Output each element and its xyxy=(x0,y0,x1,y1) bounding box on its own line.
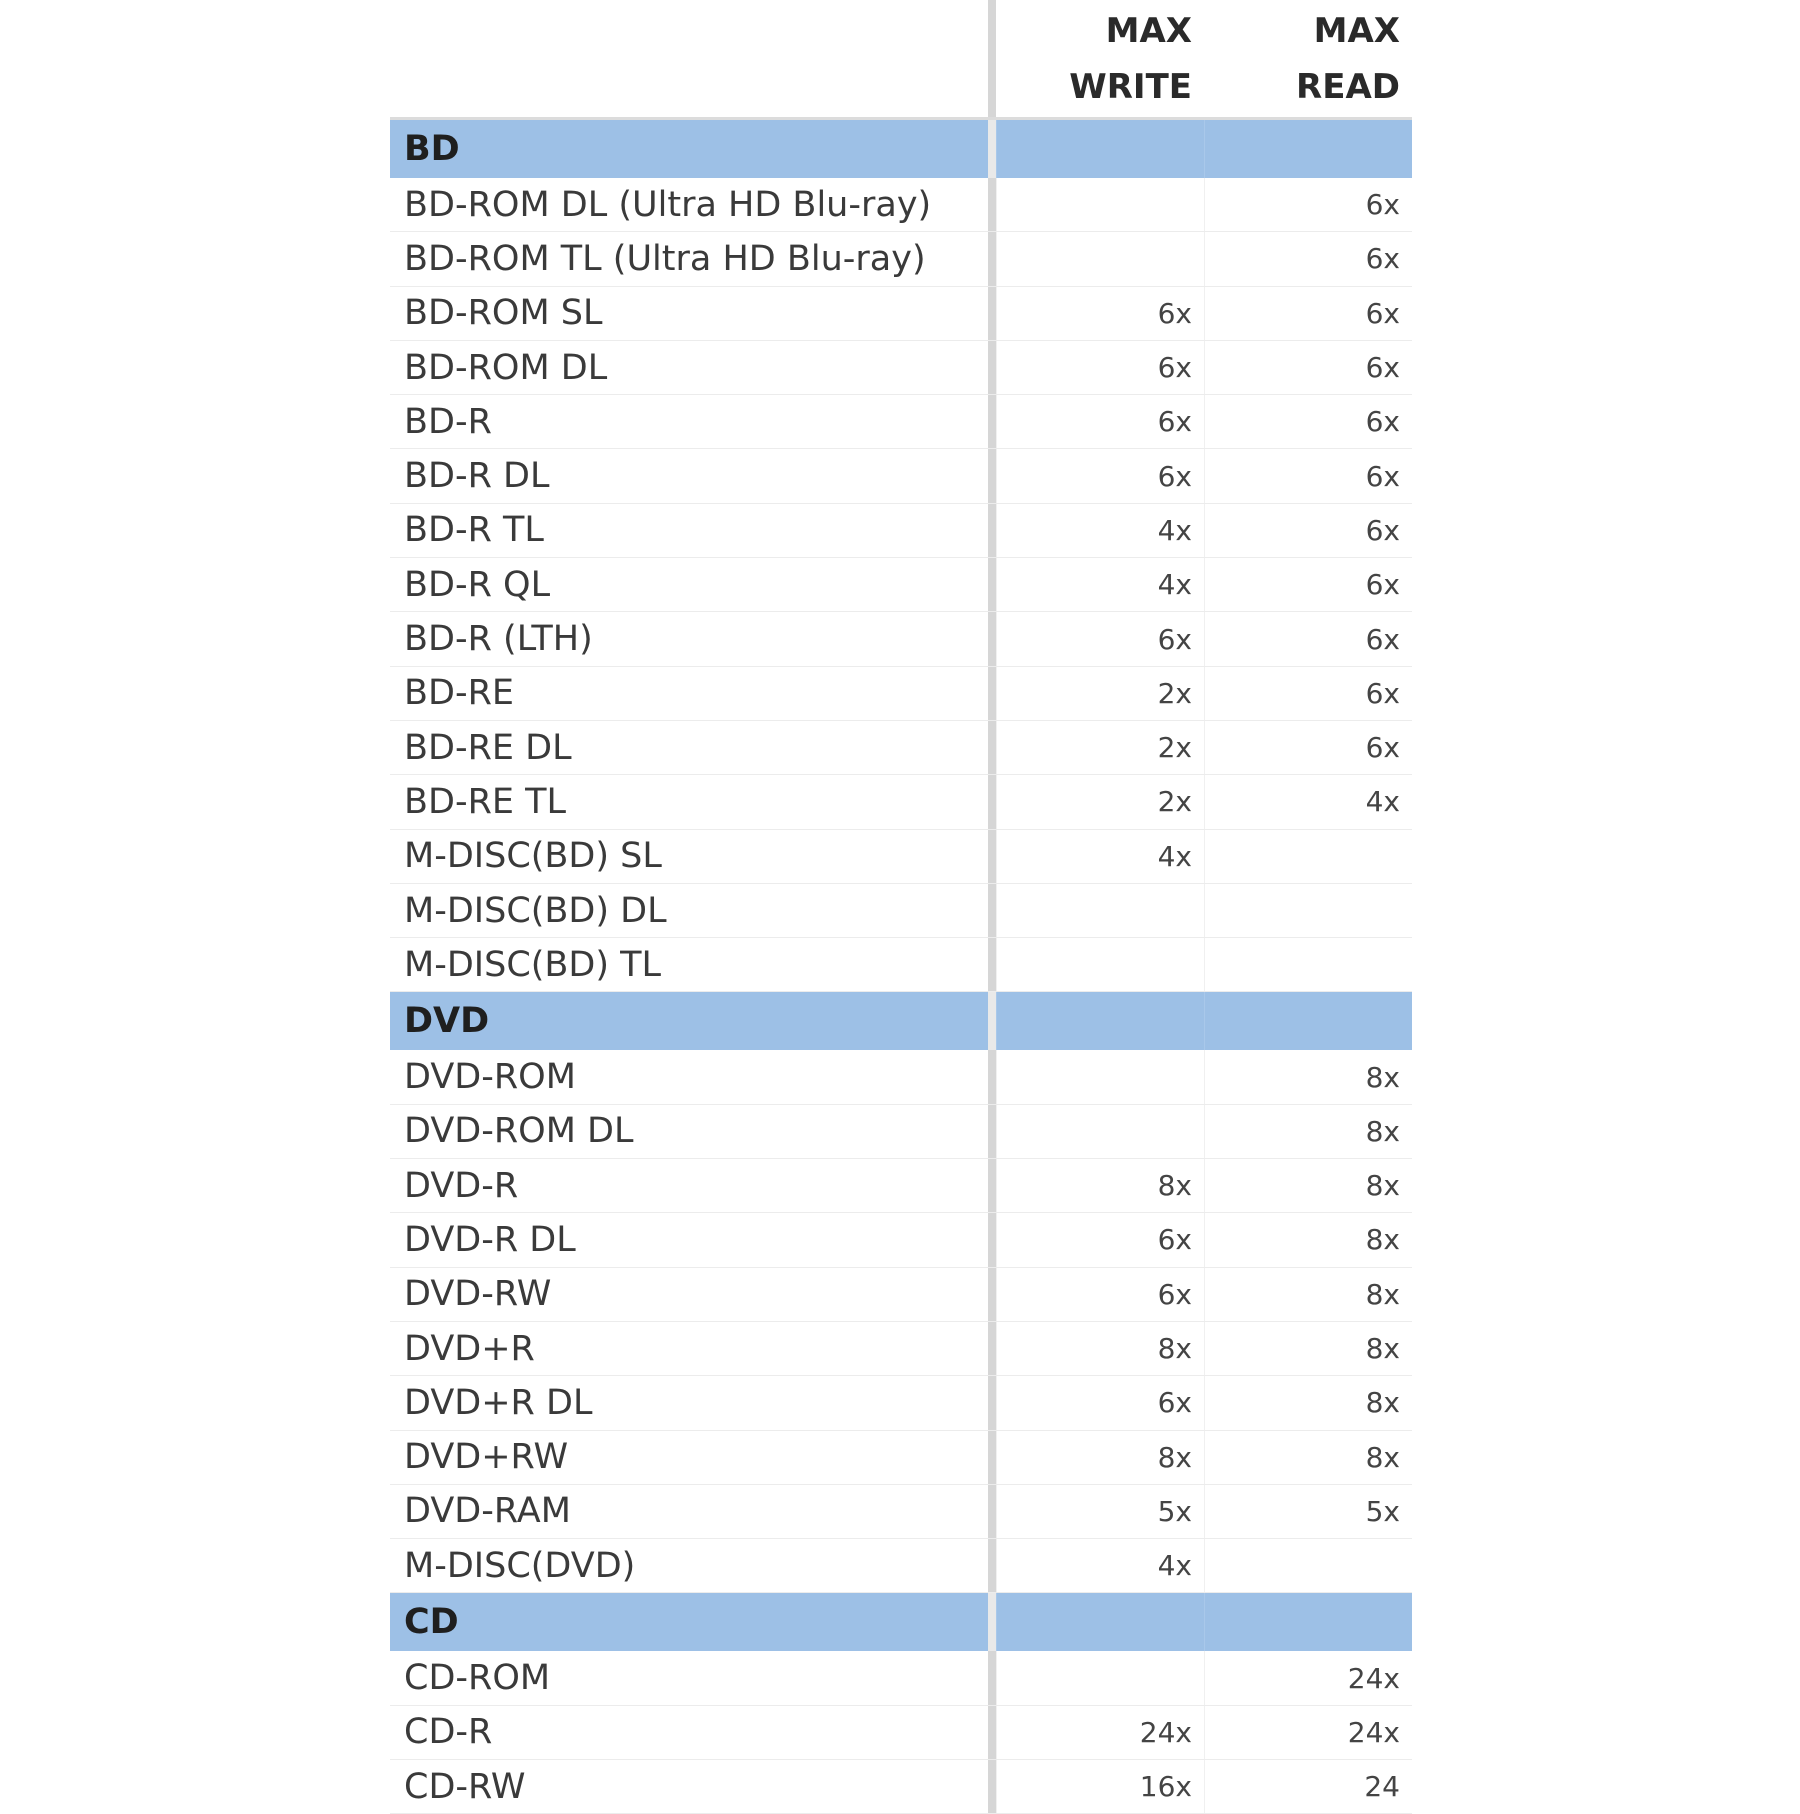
max-read-cell: 8x xyxy=(1204,1322,1412,1375)
media-type-cell: BD-RE TL xyxy=(404,781,567,822)
table-row xyxy=(390,612,1412,666)
table-row xyxy=(390,775,1412,829)
table-row xyxy=(390,341,1412,395)
media-type-cell: DVD-ROM DL xyxy=(404,1111,634,1152)
media-type-cell: DVD-RAM xyxy=(404,1491,571,1532)
table-row xyxy=(390,1431,1412,1485)
section-header-dvd xyxy=(390,992,1412,1050)
max-read-cell: 5x xyxy=(1204,1485,1412,1538)
section-title: BD xyxy=(390,120,988,178)
column-divider xyxy=(988,1050,996,1103)
max-write-cell: 16x xyxy=(996,1760,1204,1813)
media-type-cell: DVD-ROM xyxy=(404,1057,576,1098)
max-write-cell: 6x xyxy=(996,395,1204,448)
max-read-cell xyxy=(1204,884,1412,937)
max-read-cell xyxy=(1204,830,1412,883)
max-read-cell: 8x xyxy=(1204,1431,1412,1484)
section-read-cell xyxy=(1204,1593,1412,1651)
max-read-cell: 24x xyxy=(1204,1706,1412,1759)
table-row xyxy=(390,504,1412,558)
column-divider xyxy=(988,395,996,448)
section-write-cell xyxy=(996,1593,1204,1651)
max-write-cell xyxy=(996,178,1204,231)
column-divider xyxy=(988,1485,996,1538)
column-divider xyxy=(988,504,996,557)
max-read-cell: 8x xyxy=(1204,1213,1412,1266)
column-divider xyxy=(988,232,996,285)
max-read-cell xyxy=(1204,938,1412,991)
column-divider xyxy=(988,1105,996,1158)
max-read-cell: 6x xyxy=(1204,612,1412,665)
table-row xyxy=(390,1159,1412,1213)
media-type-cell: CD-ROM xyxy=(404,1658,551,1699)
table-row xyxy=(390,830,1412,884)
table-row xyxy=(390,1376,1412,1430)
table-row xyxy=(390,1213,1412,1267)
table-row xyxy=(390,1485,1412,1539)
section-header-bd xyxy=(390,120,1412,178)
media-type-cell: M-DISC(BD) TL xyxy=(404,944,662,985)
column-divider xyxy=(988,1268,996,1321)
max-read-cell: 6x xyxy=(1204,504,1412,557)
max-read-cell: 6x xyxy=(1204,232,1412,285)
max-read-cell: 8x xyxy=(1204,1159,1412,1212)
media-type-cell: DVD+R xyxy=(404,1328,535,1369)
column-divider xyxy=(988,120,996,178)
media-type-cell: M-DISC(BD) SL xyxy=(404,836,662,877)
max-read-cell: 8x xyxy=(1204,1268,1412,1321)
media-type-cell: BD-R DL xyxy=(404,456,550,497)
media-type-cell: DVD+RW xyxy=(404,1437,569,1478)
max-read-cell: 24 xyxy=(1204,1760,1412,1813)
max-write-cell: 8x xyxy=(996,1322,1204,1375)
column-divider xyxy=(988,287,996,340)
media-type-cell: CD-R xyxy=(404,1712,493,1753)
section-header-cd xyxy=(390,1593,1412,1651)
media-type-cell: DVD-R DL xyxy=(404,1219,576,1260)
max-read-cell xyxy=(1204,1539,1412,1592)
max-read-cell: 6x xyxy=(1204,287,1412,340)
max-write-cell xyxy=(996,1050,1204,1103)
media-type-cell: M-DISC(DVD) xyxy=(404,1545,636,1586)
table-row xyxy=(390,667,1412,721)
column-divider xyxy=(988,1159,996,1212)
column-divider xyxy=(988,0,996,117)
max-read-cell: 6x xyxy=(1204,667,1412,720)
media-type-cell: BD-R QL xyxy=(404,564,551,605)
column-divider xyxy=(988,775,996,828)
table-row xyxy=(390,178,1412,232)
max-read-cell: 6x xyxy=(1204,178,1412,231)
column-divider xyxy=(988,612,996,665)
max-read-cell: 6x xyxy=(1204,558,1412,611)
max-write-cell: 4x xyxy=(996,504,1204,557)
media-type-cell: BD-R TL xyxy=(404,510,544,551)
column-divider xyxy=(988,1706,996,1759)
table-row xyxy=(390,287,1412,341)
column-divider xyxy=(988,721,996,774)
max-write-cell: 2x xyxy=(996,721,1204,774)
media-type-cell: M-DISC(BD) DL xyxy=(404,890,667,931)
max-read-cell: 8x xyxy=(1204,1050,1412,1103)
table-row xyxy=(390,232,1412,286)
header-write-line1: MAX xyxy=(1105,10,1192,51)
table-row xyxy=(390,1322,1412,1376)
section-title: CD xyxy=(390,1593,988,1651)
max-write-cell: 8x xyxy=(996,1431,1204,1484)
column-divider xyxy=(988,341,996,394)
column-divider xyxy=(988,667,996,720)
table-row xyxy=(390,1706,1412,1760)
table-body xyxy=(390,120,1412,1814)
max-read-cell: 6x xyxy=(1204,395,1412,448)
speed-table xyxy=(390,0,1412,1814)
table-row xyxy=(390,395,1412,449)
table-row xyxy=(390,1105,1412,1159)
max-write-cell: 4x xyxy=(996,558,1204,611)
media-type-cell: BD-R (LTH) xyxy=(404,619,593,660)
section-write-cell xyxy=(996,120,1204,178)
media-type-cell: BD-ROM SL xyxy=(404,293,603,334)
max-read-cell: 4x xyxy=(1204,775,1412,828)
header-max-write xyxy=(996,0,1204,117)
max-write-cell: 2x xyxy=(996,667,1204,720)
column-divider xyxy=(988,1213,996,1266)
header-read-line2: READ xyxy=(1296,66,1400,107)
media-type-cell: DVD+R DL xyxy=(404,1382,593,1423)
max-write-cell: 24x xyxy=(996,1706,1204,1759)
table-row xyxy=(390,558,1412,612)
section-read-cell xyxy=(1204,120,1412,178)
column-divider xyxy=(988,1760,996,1813)
header-media-cell xyxy=(390,0,988,117)
column-divider xyxy=(988,992,996,1050)
max-write-cell xyxy=(996,232,1204,285)
media-type-cell: CD-RW xyxy=(404,1766,526,1807)
column-divider xyxy=(988,1651,996,1704)
max-write-cell xyxy=(996,1105,1204,1158)
media-type-cell: BD-RE DL xyxy=(404,727,572,768)
max-write-cell: 5x xyxy=(996,1485,1204,1538)
media-type-cell: BD-ROM DL xyxy=(404,347,608,388)
media-type-cell: BD-RE xyxy=(404,673,515,714)
table-row xyxy=(390,1539,1412,1593)
max-write-cell: 6x xyxy=(996,287,1204,340)
header-read-line1: MAX xyxy=(1313,10,1400,51)
media-type-cell: BD-ROM DL (Ultra HD Blu-ray) xyxy=(404,184,932,225)
column-divider xyxy=(988,449,996,502)
column-divider xyxy=(988,830,996,883)
column-divider xyxy=(988,178,996,231)
max-read-cell: 6x xyxy=(1204,721,1412,774)
max-write-cell: 6x xyxy=(996,1213,1204,1266)
header-max-read xyxy=(1204,0,1412,117)
header-row xyxy=(390,0,1412,120)
max-write-cell: 6x xyxy=(996,449,1204,502)
section-read-cell xyxy=(1204,992,1412,1050)
max-write-cell: 4x xyxy=(996,1539,1204,1592)
column-divider xyxy=(988,1593,996,1651)
max-read-cell: 8x xyxy=(1204,1105,1412,1158)
max-write-cell: 6x xyxy=(996,341,1204,394)
max-write-cell: 6x xyxy=(996,612,1204,665)
max-write-cell xyxy=(996,884,1204,937)
max-read-cell: 8x xyxy=(1204,1376,1412,1429)
media-type-cell: DVD-R xyxy=(404,1165,519,1206)
column-divider xyxy=(988,1376,996,1429)
table-row xyxy=(390,938,1412,992)
section-title: DVD xyxy=(390,992,988,1050)
max-write-cell: 4x xyxy=(996,830,1204,883)
media-type-cell: BD-ROM TL (Ultra HD Blu-ray) xyxy=(404,238,926,279)
table-row xyxy=(390,884,1412,938)
table-row xyxy=(390,1651,1412,1705)
table-row xyxy=(390,1050,1412,1104)
column-divider xyxy=(988,1322,996,1375)
table-row xyxy=(390,449,1412,503)
max-write-cell: 6x xyxy=(996,1376,1204,1429)
column-divider xyxy=(988,1431,996,1484)
table-row xyxy=(390,1760,1412,1814)
table-row xyxy=(390,1268,1412,1322)
media-type-cell: BD-R xyxy=(404,401,492,442)
max-read-cell: 24x xyxy=(1204,1651,1412,1704)
header-write-line2: WRITE xyxy=(1069,66,1192,107)
max-write-cell: 8x xyxy=(996,1159,1204,1212)
max-write-cell xyxy=(996,1651,1204,1704)
column-divider xyxy=(988,938,996,991)
max-write-cell: 6x xyxy=(996,1268,1204,1321)
column-divider xyxy=(988,558,996,611)
media-type-cell: DVD-RW xyxy=(404,1274,552,1315)
column-divider xyxy=(988,884,996,937)
max-write-cell xyxy=(996,938,1204,991)
max-read-cell: 6x xyxy=(1204,449,1412,502)
section-write-cell xyxy=(996,992,1204,1050)
column-divider xyxy=(988,1539,996,1592)
table-row xyxy=(390,721,1412,775)
max-write-cell: 2x xyxy=(996,775,1204,828)
max-read-cell: 6x xyxy=(1204,341,1412,394)
